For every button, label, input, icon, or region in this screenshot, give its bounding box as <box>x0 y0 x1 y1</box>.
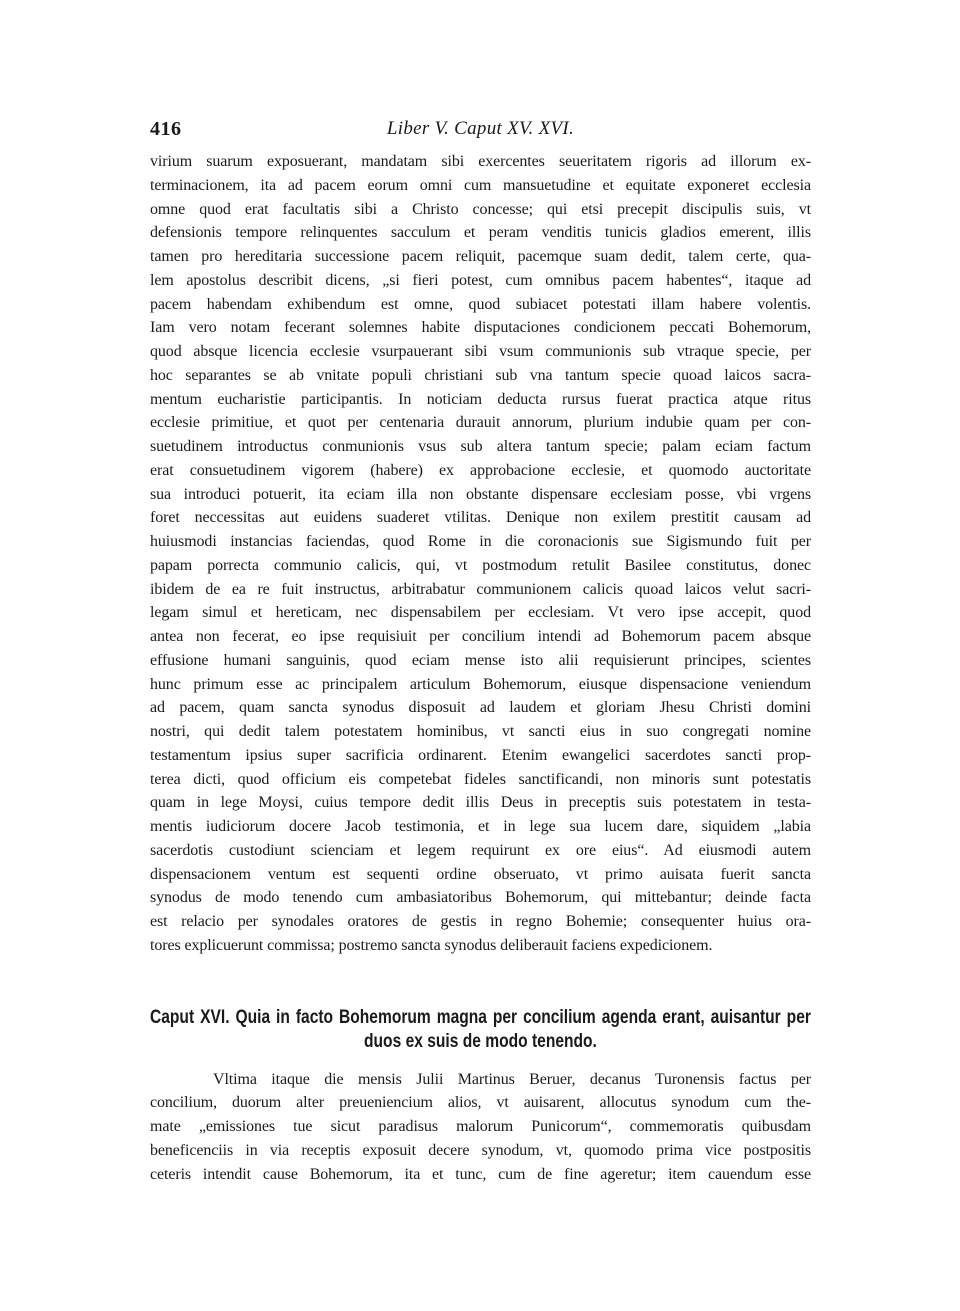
text-line: effusione humani sanguinis, quod eciam mense isto alii requisierunt principes, scientes <box>150 651 811 669</box>
text-line: huiusmodi instancias faciendas, quod Rome in die coronacionis sue Sigismundo fuit per <box>150 533 811 550</box>
text-line: defensionis tempore relinquentes sacculum et peram venditis tunicis gladios emerent, illis <box>150 224 811 242</box>
text-line: sua introduci potuerit, ita eciam illa non obstante dispensare ecclesiam posse, vbi vrgens <box>150 485 811 503</box>
text-line: foret neccessitas aut euidens suaderet vtilitas. Denique non exilem prestitit causam ad <box>150 509 811 527</box>
text-line: pacem habendam exhibendum est omne, quod subiacet potestati illam habere volentis. <box>150 295 811 313</box>
text-line: mentum eucharistie participantis. In noticiam deducta rursus fuerat practica atque ritus <box>150 390 811 408</box>
text-line: quam in lege Moysi, cuius tempore dedit illis Deus in preceptis suis potestatem in testa- <box>150 794 811 812</box>
running-title: Liber V. Caput XV. XVI. <box>386 118 575 139</box>
text-line: ceteris intendit cause Bohemorum, ita et tunc, cum de fine ageretur; item cauendum esse <box>150 1165 811 1183</box>
text-line: Iam vero notam fecerant solemnes habite disputaciones condicionem peccati Bohemorum, <box>150 319 811 337</box>
chapter-heading <box>150 1006 811 1054</box>
text-line: nostri, qui dedit talem potestatem hominibus, vt sancti eius in suo congregati nomine <box>150 723 811 740</box>
text-line: suetudinem introductus conmunionis vsus sub altera tantum specie; palam eciam factum <box>150 438 811 455</box>
text-line: Vltima itaque die mensis Julii Martinus Beruer, decanus Turonensis factus per <box>213 1070 811 1088</box>
text-line: ad pacem, quam sancta synodus disposuit ad laudem et gloriam Jhesu Christi domini <box>150 699 811 717</box>
main-text-block <box>150 150 811 958</box>
text-line: sacerdotis custodiunt scienciam et legem requirunt ex ore eius“. Ad eiusmodi autem <box>150 841 811 859</box>
text-line: synodus de modo tenendo cum ambasiatoribus Bohemorum, qui mittebantur; deinde facta <box>150 889 811 907</box>
text-line: papam porrecta communio calicis, qui, vt postmodum retulit Basilee constitutus, donec <box>150 556 811 574</box>
text-line: testamentum ipsius super sacrificia ordinarent. Etenim ewangelici sacerdotes sancti prop- <box>150 746 811 764</box>
text-line: hoc separantes se ab vnitate populi christiani sub vna tantum specie quoad laicos sacra- <box>150 366 811 384</box>
text-line: erat consuetudinem vigorem (habere) ex approbacione ecclesie, et quomodo auctoritate <box>150 461 811 479</box>
text-line: ibidem de ea re fuit instructus, arbitrabatur communionem calicis quoad laicos velut sacri- <box>150 580 811 598</box>
text-line: lem apostolus describit dicens, „si fieri potest, cum omnibus pacem habentes“, itaque ad <box>150 271 811 289</box>
chapter-text-block <box>150 1068 811 1187</box>
text-line: beneficenciis in via receptis exposuit decere synodum, vt, quomodo prima vice postpositis <box>150 1141 811 1159</box>
text-line: est relacio per synodales oratores de gestis in regno Bohemie; consequenter huius ora- <box>150 913 811 930</box>
text-line: ecclesie primitiue, et quot per centenaria durauit annorum, plurium indubie quam per con- <box>150 414 811 432</box>
text-line: dispensacionem ventum est sequenti ordine obseruato, vt primo auisata fuerit sancta <box>150 865 811 883</box>
book-page <box>150 118 811 1186</box>
text-line: antea non fecerat, eo ipse requisiuit per concilium intendi ad Bohemorum pacem absque <box>150 628 811 645</box>
text-line: terminacionem, ita ad pacem eorum omni cum mansuetudine et equitate exponeret ecclesia <box>150 176 811 194</box>
text-line: mentis iudiciorum docere Jacob testimonia, et in lege sua lucem dare, siquidem „labia <box>150 818 811 835</box>
text-line: concilium, duorum alter preueniencium alios, vt auisarent, allocutus synodum cum the- <box>150 1094 811 1112</box>
text-line: omne quod erat facultatis sibi a Christo concesse; qui etsi precepit discipulis suis, vt <box>150 200 811 218</box>
text-line: virium suarum exposuerant, mandatam sibi exercentes seueritatem rigoris ad illorum ex- <box>150 153 811 170</box>
text-line: legam simul et hereticam, nec dispensabilem per ecclesiam. Vt vero ipse accepit, quod <box>150 604 811 622</box>
text-line: terea dicti, quod officium eis competebat fideles sanctificandi, non minoris sunt potestatis <box>150 770 811 788</box>
text-line: tamen pro hereditaria successione pacem reliquit, pacemque suam dedit, talem certe, qua- <box>150 248 811 265</box>
chapter-heading-line-2: duos ex suis de modo tenendo. <box>364 1030 597 1052</box>
page-number: 416 <box>150 118 182 140</box>
running-head <box>150 118 811 144</box>
text-line: hunc primum esse ac principalem articulum Bohemorum, eiusque dispensacione veniendum <box>150 675 811 693</box>
text-line: mate „emissiones tue sicut paradisus malorum Punicorum“, commemoratis quibusdam <box>150 1118 811 1135</box>
text-line: quod absque licencia ecclesie vsurpauerant sibi vsum communionis sub vtraque specie, per <box>150 343 811 360</box>
text-line: tores explicuerunt commissa; postremo sancta synodus deliberauit faciens expedicionem. <box>150 936 713 954</box>
chapter-heading-line-1: Caput XVI. Quia in facto Bohemorum magna per concilium agenda erant, auisantur per <box>150 1006 811 1028</box>
